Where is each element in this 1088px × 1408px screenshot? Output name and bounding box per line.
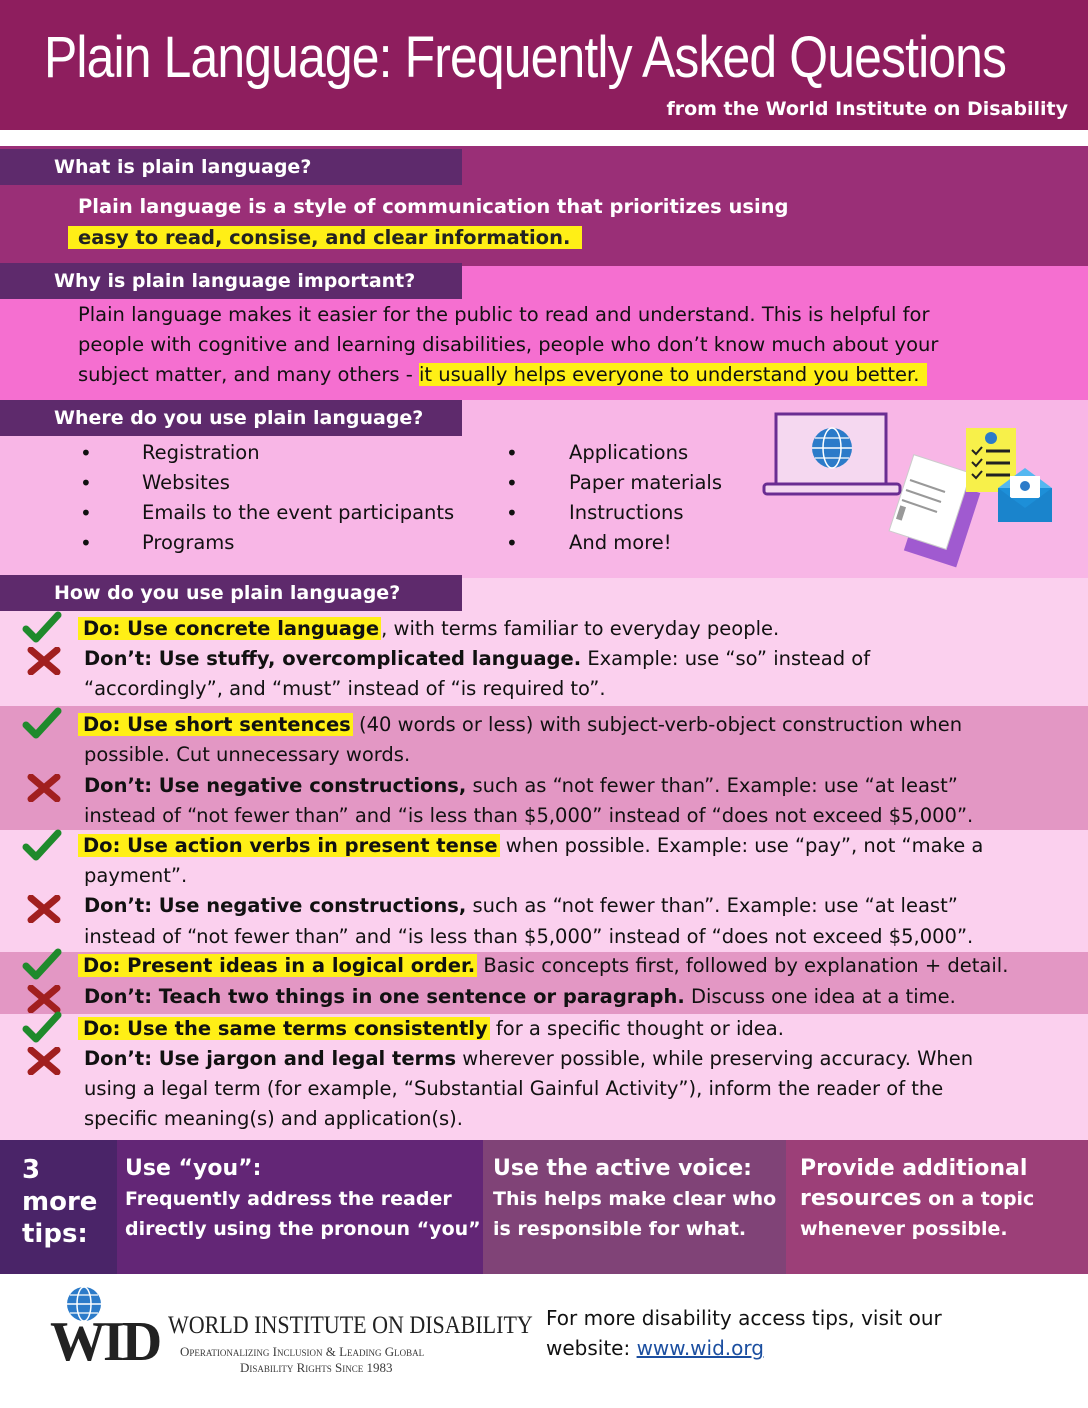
logo-tagline-2: Disability Rights Since 1983 [240,1360,393,1375]
dont-rest: Example: use “so” instead of [581,647,871,670]
page-subtitle: from the World Institute on Disability [666,98,1068,120]
tip-resources [786,1140,1088,1274]
question-what: What is plain language? [0,149,462,185]
tip-resources-line3: whenever possible. [800,1218,1008,1240]
do-head: Do: Use concrete language [78,617,381,640]
tip-resources-head2: resources [800,1186,922,1211]
list-item: Registration [142,441,260,464]
list-item: Applications [569,441,689,464]
bullet: • [506,441,518,465]
bullet: • [80,531,92,555]
answer-why-line3 [78,360,927,390]
do-item [78,614,779,644]
dont-rest: wherever possible, while preserving accuracy. When [456,1047,974,1070]
bullet: • [506,501,518,525]
bullet: • [80,441,92,465]
list-item: Programs [142,531,235,554]
do-item-line2: possible. Cut unnecessary words. [84,743,411,766]
do-head: Do: Use short sentences [78,713,353,736]
answer-why-line3-start: subject matter, and many others - [78,363,419,386]
page-title: Plain Language: Frequently Asked Questions [44,25,1007,90]
dont-head: Don’t: Use negative constructions, [84,894,467,917]
logo-tagline-1: Operationalizing Inclusion & Leading Global [180,1344,425,1359]
dont-item [84,771,958,801]
dont-item [84,891,958,921]
footer-text-line1: For more disability access tips, visit our [546,1306,942,1330]
check-icon [22,707,62,741]
dont-item-line2: using a legal term (for example, “Substantial Gainful Activity”), inform the reader of the [84,1077,944,1100]
answer-what-highlight: easy to read, consise, and clear information. [68,226,582,249]
question-why: Why is plain language important? [0,263,462,299]
check-icon [22,948,62,982]
dont-item-line2: “accordingly”, and “must” instead of “is required to”. [84,677,606,700]
check-icon [22,829,62,863]
footer-website-label: website: [546,1336,637,1360]
dont-item-line2: instead of “not fewer than” and “is less than $5,000” instead of “does not exceed $5,000”. [84,804,974,827]
x-icon [26,1047,62,1075]
footer-text-line2 [546,1333,764,1363]
do-rest: for a specific thought or idea. [489,1017,784,1040]
check-icon [22,611,62,645]
wid-logo [50,1284,533,1384]
list-item: Paper materials [569,471,722,494]
logo-letters: WID [50,1311,160,1373]
answer-why-line2: people with cognitive and learning disabilities, people who don’t know much about your [78,333,939,356]
tips-label-1: 3 [22,1155,41,1185]
answer-what-line1: Plain language is a style of communication that prioritizes using [78,195,789,218]
tips-label-box [0,1140,117,1274]
x-icon [26,895,62,923]
do-head: Do: Use action verbs in present tense [78,834,500,857]
question-where: Where do you use plain language? [0,400,462,436]
dont-item [84,1044,973,1074]
list-item: Emails to the event participants [142,501,455,524]
dont-item [84,644,870,674]
dont-head: Don’t: Teach two things in one sentence or paragraph. [84,985,685,1008]
list-item: Websites [142,471,230,494]
tip-active-voice [483,1140,786,1274]
tip-resources-line2 [800,1184,1080,1214]
answer-why-line1: Plain language makes it easier for the public to read and understand. This is helpful for [78,303,930,326]
dont-item-line2: instead of “not fewer than” and “is less than $5,000” instead of “does not exceed $5,000”. [84,925,974,948]
tip-active-line2: is responsible for what. [493,1218,747,1240]
laptop-globe-icon [764,414,900,494]
x-icon [26,774,62,802]
do-item [78,951,1008,981]
dont-rest: Discuss one idea at a time. [684,985,956,1008]
dont-head: Don’t: Use stuffy, overcomplicated language. [84,647,582,670]
bullet: • [506,471,518,495]
answer-what-line2 [68,223,582,253]
tips-label-3: tips: [22,1219,88,1249]
bullet: • [80,501,92,525]
tips-label-2: more [22,1187,98,1217]
do-rest: , with terms familiar to everyday people. [381,617,780,640]
dont-head: Don’t: Use negative constructions, [84,774,467,797]
dont-item-line3: specific meaning(s) and application(s). [84,1107,463,1130]
bullet: • [80,471,92,495]
dont-item [84,982,956,1012]
bullet: • [506,531,518,555]
do-rest: when possible. Example: use “pay”, not “make a [499,834,984,857]
logo-name: WORLD INSTITUTE ON DISABILITY [168,1312,533,1339]
tip-active-line1: This helps make clear who [493,1188,777,1210]
do-item-line2: payment”. [84,864,188,887]
answer-why-highlight: it usually helps everyone to understand you better. [419,363,927,386]
list-item: Instructions [569,501,684,524]
tip-you-head: Use “you”: [125,1156,262,1181]
do-item [78,831,983,861]
do-head: Do: Present ideas in a logical order. [78,954,477,977]
dont-head: Don’t: Use jargon and legal terms [84,1047,457,1070]
tip-resources-rest: on a topic [921,1188,1035,1210]
do-head: Do: Use the same terms consistently [78,1017,490,1040]
x-icon [26,647,62,675]
do-item [78,710,962,740]
question-how: How do you use plain language? [0,575,462,611]
do-rest: Basic concepts first, followed by explanation + detail. [477,954,1009,977]
do-item [78,1014,784,1044]
tip-you-line2: directly using the pronoun “you” [125,1218,481,1240]
tip-active-head: Use the active voice: [493,1156,752,1181]
list-item: And more! [569,531,672,554]
tip-resources-head1: Provide additional [800,1156,1028,1181]
tip-you [117,1140,483,1274]
x-icon [26,985,62,1013]
dont-rest: such as “not fewer than”. Example: use “at least” [466,894,958,917]
check-icon [22,1011,62,1045]
dont-rest: such as “not fewer than”. Example: use “at least” [466,774,958,797]
website-link[interactable]: www.wid.org [636,1336,764,1360]
illustration [760,410,1060,570]
tip-you-line1: Frequently address the reader [125,1188,452,1210]
do-rest: (40 words or less) with subject-verb-object construction when [352,713,963,736]
